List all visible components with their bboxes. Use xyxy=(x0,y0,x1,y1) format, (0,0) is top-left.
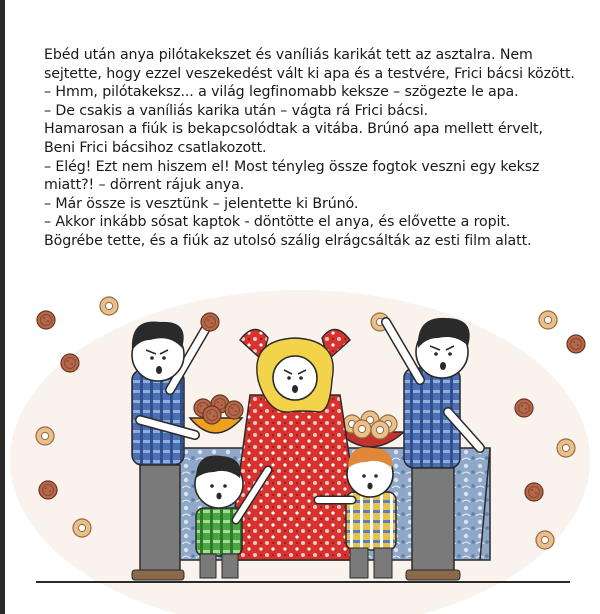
story-line: Beni Frici bácsihoz csatlakozott. xyxy=(44,139,267,156)
story-line: miatt?! – dörrent rájuk anya. xyxy=(44,177,245,194)
ring-cookie-icon xyxy=(36,427,54,445)
story-line: – Akkor inkább sósat kaptok - döntötte el anya, és elővette a ropit. xyxy=(44,214,511,231)
biscuit-icon xyxy=(61,354,79,372)
story-line: – De csakis a vaníliás karika után – vágta rá Frici bácsi. xyxy=(44,102,428,119)
story-line: – Már össze is vesztünk – jelentette ki Brúnó. xyxy=(44,195,359,212)
story-text xyxy=(44,46,584,251)
biscuit-icon xyxy=(515,399,533,417)
story-line: sejtette, hogy ezzel veszekedést vált ki apa és a testvére, Frici bácsi között. xyxy=(44,65,575,82)
ring-cookie-icon xyxy=(73,519,91,537)
story-line: Bögrébe tette, és a fiúk az utolsó szálig elrágcsálták az esti film alatt. xyxy=(44,232,532,249)
biscuit-icon xyxy=(37,311,55,329)
biscuit-icon xyxy=(39,481,57,499)
ring-cookie-icon xyxy=(100,297,118,315)
ring-cookie-icon xyxy=(557,439,575,457)
story-line: – Elég! Ezt nem hiszem el! Most tényleg össze fogtok veszni egy keksz xyxy=(44,158,540,175)
floor-line xyxy=(36,581,570,583)
ring-cookie-icon xyxy=(539,311,557,329)
biscuit-icon xyxy=(567,335,585,353)
ring-cookie-icon xyxy=(536,531,554,549)
family-cookie-argument-illustration xyxy=(0,280,600,614)
biscuit-icon xyxy=(525,483,543,501)
story-line: Ebéd után anya pilótakekszet és vaníliás karikát tett az asztalra. Nem xyxy=(44,47,533,63)
story-line: – Hmm, pilótakeksz... a világ legfinomabb keksze – szögezte le apa. xyxy=(44,84,519,101)
story-line: Hamarosan a fiúk is bekapcsolódtak a vitába. Brúnó apa mellett érvelt, xyxy=(44,121,543,138)
